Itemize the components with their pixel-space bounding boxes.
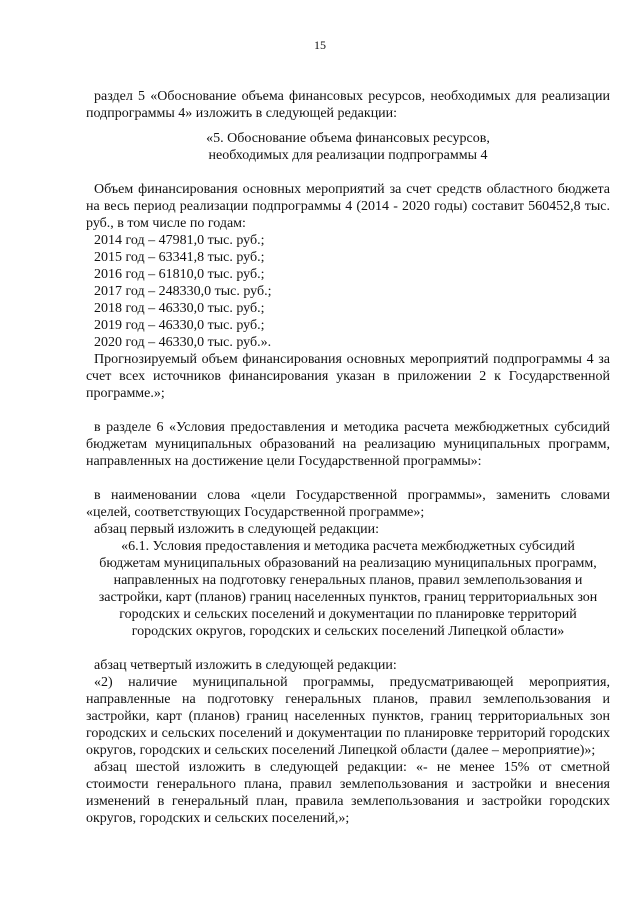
funding-year-item: 2017 год – 248330,0 тыс. руб.;: [94, 284, 272, 299]
funding-year-item: 2020 год – 46330,0 тыс. руб.».: [94, 335, 272, 350]
paragraph-first-abzac: абзац первый изложить в следующей редакции:: [94, 522, 380, 537]
quote-line: бюджетам муниципальных образований на реализацию муниципальных программ,: [99, 556, 597, 571]
page-number: 15: [314, 38, 326, 52]
section-title-line-1: «5. Обоснование объема финансовых ресурсов,: [206, 131, 490, 146]
paragraph-forecast-funding: Прогнозируемый объем финансирования основных мероприятий подпрограммы 4 за счет всех источников финансирования указан в приложении 2 к Государственной программе.»;: [86, 352, 610, 401]
funding-year-item: 2018 год – 46330,0 тыс. руб.;: [94, 301, 265, 316]
funding-year-item: 2014 год – 47981,0 тыс. руб.;: [94, 233, 265, 248]
quote-line: городских округов, городских и сельских поселений Липецкой области»: [131, 624, 565, 639]
funding-years-list: [86, 232, 610, 351]
paragraph-fourth-abzac: абзац четвертый изложить в следующей редакции:: [94, 658, 397, 673]
funding-year-item: 2019 год – 46330,0 тыс. руб.;: [94, 318, 265, 333]
paragraph-funding-total: Объем финансирования основных мероприятий за счет средств областного бюджета на весь период реализации подпрограммы 4 (2014 - 2020 годы) составит 560452,8 тыс. руб., в том числе по годам:: [86, 182, 610, 231]
section-title-line-2: необходимых для реализации подпрограммы 4: [208, 148, 488, 163]
funding-year-item: 2016 год – 61810,0 тыс. руб.;: [94, 267, 265, 282]
paragraph-section5-intro: раздел 5 «Обоснование объема финансовых ресурсов, необходимых для реализации подпрограммы 4» изложить в следующей редакции:: [86, 89, 610, 121]
quote-line: направленных на подготовку генеральных планов, правил землепользования и: [113, 573, 583, 588]
paragraph-section6-intro: в разделе 6 «Условия предоставления и методика расчета межбюджетных субсидий бюджетам муниципальных образований на реализацию муниципальных программ, направленных на достижение цели Государственной программы»:: [86, 420, 610, 469]
quote-line: «6.1. Условия предоставления и методика расчета межбюджетных субсидий: [121, 539, 575, 554]
paragraph-naming-replace: в наименовании слова «цели Государственной программы», заменить словами «целей, соответствующих Государственной программе»;: [86, 488, 610, 520]
quoted-title-block: [86, 538, 610, 640]
document-body: [86, 88, 610, 827]
paragraph-sixth-abzac: абзац шестой изложить в следующей редакции: «- не менее 15% от сметной стоимости генерального плана, правил землепользования и застройки и внесения изменений в генеральный план, правила землепользования и застройки городских округов, городских и сельских поселений,»;: [86, 760, 610, 826]
quote-line: городских и сельских поселений и документации по планировке территорий: [119, 607, 577, 622]
quote-line: застройки, карт (планов) границ населенных пунктов, границ территориальных зон: [98, 590, 598, 605]
funding-year-item: 2015 год – 63341,8 тыс. руб.;: [94, 250, 265, 265]
paragraph-condition-2: «2) наличие муниципальной программы, предусматривающей мероприятия, направленные на подготовку генеральных планов, правил землепользования и застройки, карт (планов) границ населенных пунктов, границ территориальных зон городских и сельских поселений и документации по планировке территорий городских округов, городских и сельских поселений Липецкой области (далее – мероприятие)»;: [86, 675, 610, 758]
